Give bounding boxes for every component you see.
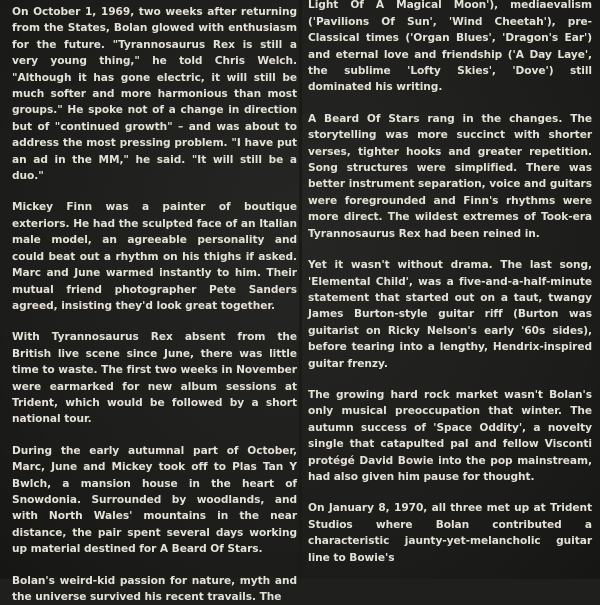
paragraph: During the early autumnal part of October, Marc, June and Mickey took off to Plas Tan Y Bwlch, a mansion house in the heart of Snowdonia. Surrounded by woodlands, and with North Wales' mountains in the near distance, the pair spent several days working up material destined for A Beard Of Stars. — [12, 444, 297, 556]
right-column — [303, 0, 600, 579]
paragraph: The growing hard rock market wasn't Bolan's only musical preoccupation that winter. The autumn success of 'Space Oddity', a novelty single that catapulted pal and fellow Visconti protégé David Bowie into the pop mainstream, had also given him pause for thought. — [308, 388, 592, 483]
paragraph: Bolan's weird-kid passion for nature, myth and the universe survived his recent travails. The — [12, 574, 297, 603]
paragraph: Light Of A Magical Moon'), mediaevalism ('Pavilions Of Sun', 'Wind Cheetah'), pre-Classical times ('Organ Blues', 'Dragon's Ear') and eternal love and friendship ('A Day Laye', the sublime 'Lofty Skies', 'Dove') still dominated his writing. — [308, 0, 592, 94]
paragraph: On October 1, 1969, two weeks after returning from the States, Bolan glowed with enthusiasm for the future. "Tyrannosaurus Rex is still a very young thing," he told Chris Welch. "Although it has gone electric, it will still be much softer and more harmonious than most groups." He spoke not of a change in direction but of "continued growth" – and was about to address the most pressing problem. "I have put an ad in the MM," he said. "It will still be a duo." — [12, 6, 297, 183]
paragraph: On January 8, 1970, all three met up at Trident Studios where Bolan contributed a characteristic jaunty-yet-melancholic guitar line to Bowie's — [308, 502, 592, 564]
paragraph: A Beard Of Stars rang in the changes. The storytelling was more succinct with shorter verses, tighter hooks and greater repetition. Song structures were simplified. There was better instrument separation, voice and guitars were foregrounded and Finn's rhythms were more direct. The wildest extremes of Took-era Tyrannosaurus Rex had been reined in. — [308, 112, 592, 240]
paragraph: With Tyrannosaurus Rex absent from the British live scene since June, there was little time to waste. The first two weeks in November were earmarked for new album sessions at Trident, which would be followed by a short national tour. — [12, 331, 297, 426]
paragraph: Mickey Finn was a painter of boutique exteriors. He had the sculpted face of an Italian male model, an agreeable personality and could beat out a rhythm on his thighs if asked. Marc and June warmed instantly to him. Their mutual friend photographer Pete Sanders agreed, insisting they'd look great together. — [12, 201, 297, 312]
paragraph: Yet it wasn't without drama. The last song, 'Elemental Child', was a five-and-a-half-minute statement that started out on a taut, twangy James Burton-style guitar riff (Burton was guitarist on Ricky Nelson's early '60s sides), before tearing into a lengthy, Hendrix-inspired guitar frenzy. — [308, 259, 592, 370]
